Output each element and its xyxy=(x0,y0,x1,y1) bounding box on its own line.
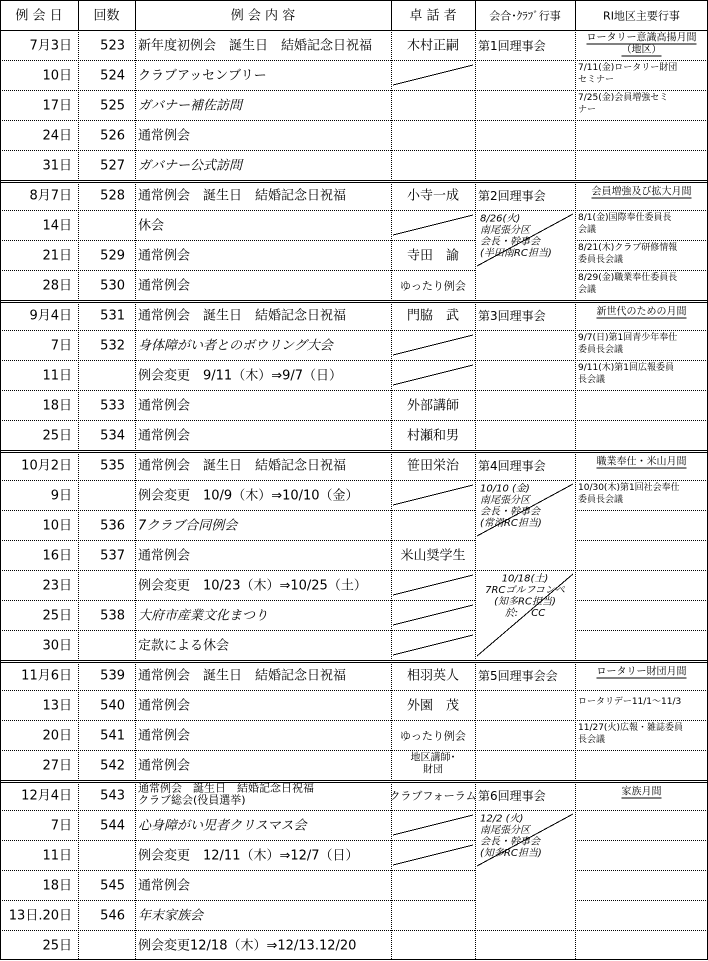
row-district-event: 委員長会議 xyxy=(578,495,624,505)
row-content: 通常例会 xyxy=(138,878,191,894)
row-district-event: 7/11(金)ロータリー財団 xyxy=(578,63,678,73)
row-speaker: クラブフォーラム xyxy=(389,789,477,803)
row-number: 535 xyxy=(100,458,125,474)
row-date: 9日 xyxy=(50,488,72,504)
row-number: 543 xyxy=(100,788,125,804)
row-content: 通常例会 xyxy=(138,398,191,414)
row-content: 通常例会 誕生日 結婚記念日祝福 xyxy=(138,458,347,474)
speaker-slash xyxy=(393,215,473,235)
row-district-event: 10/30(木)第1回社会奉仕 xyxy=(578,483,680,493)
club-note: 会長・幹事会 xyxy=(480,836,540,848)
row-date: 8月7日 xyxy=(29,188,72,204)
row-date: 13日 xyxy=(42,698,72,714)
row-date: 7日 xyxy=(50,338,72,354)
row-speaker: 相羽英人 xyxy=(406,668,460,684)
row-number: 545 xyxy=(100,878,125,894)
row-speaker: 小寺一成 xyxy=(406,188,460,204)
row-number: 530 xyxy=(100,278,125,294)
row-speaker: ゆったり例会 xyxy=(400,279,466,293)
row-content: 通常例会 誕生日 結婚記念日祝福 xyxy=(138,781,314,795)
row-content: 例会変更 12/11（木）⇒12/7（日） xyxy=(138,848,359,864)
row-content: 例会変更12/18（木）⇒12/13.12/20 xyxy=(138,938,357,954)
club-note: (常滑RC担当) xyxy=(480,518,542,529)
row-speaker: 米山奨学生 xyxy=(400,548,466,564)
club-note: 10/10 (金) xyxy=(480,483,530,495)
row-content: 休会 xyxy=(138,218,165,234)
club-note: (知多RC担当) xyxy=(480,848,542,859)
header-club-event: 会合･ｸﾗﾌﾞ行事 xyxy=(489,9,561,23)
row-speaker: 寺田 諭 xyxy=(406,248,460,264)
speaker-slash xyxy=(393,845,473,865)
row-content: ガバナー公式訪問 xyxy=(138,158,243,174)
speaker-slash xyxy=(393,575,473,595)
header-content: 例 会 内 容 xyxy=(230,8,296,24)
row-content: 心身障がい児者クリスマス会 xyxy=(138,818,307,834)
row-district-event: 8/1(金)国際奉仕委員長 xyxy=(578,213,672,223)
row-date: 23日 xyxy=(42,578,72,594)
speaker-slash xyxy=(393,815,473,835)
row-number: 534 xyxy=(100,428,125,444)
row-date: 14日 xyxy=(42,218,72,234)
row-date: 18日 xyxy=(42,878,72,894)
row-content: 通常例会 xyxy=(138,758,191,774)
row-speaker: 財団 xyxy=(423,764,443,776)
row-date: 7日 xyxy=(50,818,72,834)
row-date: 27日 xyxy=(42,758,72,774)
row-number: 546 xyxy=(100,908,125,924)
row-number: 533 xyxy=(100,398,125,414)
row-number: 523 xyxy=(100,38,125,54)
club-note: 於: CC xyxy=(504,608,546,619)
club-note: (知多RC担当) xyxy=(494,596,556,608)
row-date: 30日 xyxy=(42,638,72,654)
row-speaker: 笹田栄治 xyxy=(406,458,460,474)
club-note: 7RCゴルフコンペ xyxy=(485,585,565,596)
row-content: 通常例会 xyxy=(138,728,191,744)
row-content: 7クラブ合同例会 xyxy=(138,518,238,534)
row-speaker: 地区講師･ xyxy=(410,752,456,764)
club-note: 南尾張分区 xyxy=(480,225,530,236)
club-note: 12/2 (火) xyxy=(480,813,524,825)
row-content: 通常例会 xyxy=(138,248,191,264)
club-note: 10/18(土) xyxy=(501,573,549,585)
row-date: 10日 xyxy=(42,518,72,534)
row-date: 21日 xyxy=(42,248,72,264)
row-content: 身体障がい者とのボウリング大会 xyxy=(138,338,333,354)
row-district-event: 9/11(木)第1回広報委員 xyxy=(578,363,674,373)
row-date: 11月6日 xyxy=(21,668,72,684)
club-note: 南尾張分区 xyxy=(480,825,530,836)
club-note: 南尾張分区 xyxy=(480,495,530,506)
row-number: 527 xyxy=(100,158,125,174)
row-content: 例会変更 10/23（木）⇒10/25（土） xyxy=(138,578,367,594)
row-date: 16日 xyxy=(42,548,72,564)
row-date: 25日 xyxy=(42,428,72,444)
speaker-slash xyxy=(393,635,473,655)
row-content: 通常例会 xyxy=(138,698,191,714)
row-number: 524 xyxy=(100,68,125,84)
row-club-event: 第1回理事会 xyxy=(478,39,546,53)
club-note: 会長・幹事会 xyxy=(480,236,540,248)
speaker-slash xyxy=(393,335,473,355)
row-content: 年末家族会 xyxy=(138,908,204,924)
row-content: 通常例会 誕生日 結婚記念日祝福 xyxy=(138,188,347,204)
club-note: (半田南RC担当) xyxy=(480,248,552,259)
speaker-slash xyxy=(393,365,473,385)
row-number: 529 xyxy=(100,248,125,264)
row-number: 541 xyxy=(100,728,125,744)
row-speaker: 外園 茂 xyxy=(406,698,460,714)
header-district-event: RI地区主要行事 xyxy=(603,9,680,23)
row-district-event: 長会議 xyxy=(578,375,606,385)
row-content: 通常例会 xyxy=(138,278,191,294)
speaker-slash xyxy=(393,485,473,505)
row-district-event: 長会議 xyxy=(578,735,606,745)
row-district-event: 8/29(金)職業奉仕委員長 xyxy=(578,273,678,283)
row-district-event: ロータリー財団月間 xyxy=(596,666,687,678)
row-content: 通常例会 xyxy=(138,128,191,144)
row-number: 531 xyxy=(100,308,125,324)
row-speaker: 門脇 武 xyxy=(406,308,460,324)
row-content: 通常例会 xyxy=(138,428,191,444)
row-date: 11日 xyxy=(42,368,72,384)
row-district-event: ナー xyxy=(578,105,597,115)
row-number: 536 xyxy=(100,518,125,534)
header-speaker: 卓 話 者 xyxy=(409,8,457,24)
row-district-event: 11/27(火)広報・雑誌委員 xyxy=(578,723,683,733)
row-district-event: （地区） xyxy=(621,44,662,56)
row-number: 526 xyxy=(100,128,125,144)
row-district-event: 会員増強及び拡大月間 xyxy=(591,186,692,198)
row-date: 17日 xyxy=(42,98,72,114)
row-content: 大府市産業文化まつり xyxy=(138,608,269,624)
club-note: 会長・幹事会 xyxy=(480,506,540,518)
row-date: 11日 xyxy=(42,848,72,864)
header-date: 例 会 日 xyxy=(15,8,63,24)
row-number: 528 xyxy=(100,188,125,204)
row-date: 7月3日 xyxy=(29,38,72,54)
row-date: 10月2日 xyxy=(21,458,72,474)
row-number: 525 xyxy=(100,98,125,114)
row-district-event: ロータリー意識高揚月間 xyxy=(586,32,697,44)
row-content: 通常例会 誕生日 結婚記念日祝福 xyxy=(138,308,347,324)
speaker-slash xyxy=(393,65,473,85)
row-number: 539 xyxy=(100,668,125,684)
row-district-event: 会議 xyxy=(578,285,597,295)
row-district-event: 9/7(日)第1回青少年奉仕 xyxy=(578,333,678,343)
row-speaker: ゆったり例会 xyxy=(400,729,466,743)
row-date: 12月4日 xyxy=(21,788,72,804)
row-number: 538 xyxy=(100,608,125,624)
row-speaker: 木村正嗣 xyxy=(406,38,460,54)
row-club-event: 第4回理事会 xyxy=(478,459,546,473)
row-date: 25日 xyxy=(42,608,72,624)
row-date: 31日 xyxy=(42,158,72,174)
row-district-event: 委員長会議 xyxy=(578,255,624,265)
row-content: 定款による休会 xyxy=(138,638,230,654)
header-number: 回数 xyxy=(93,8,120,24)
row-number: 532 xyxy=(100,338,125,354)
row-district-event: 新世代のための月間 xyxy=(596,306,687,318)
row-district-event: セミナー xyxy=(578,75,615,85)
row-district-event: 家族月間 xyxy=(621,786,662,798)
row-district-event: 8/21(木)クラブ研修情報 xyxy=(578,243,678,253)
row-content: 通常例会 xyxy=(138,548,191,564)
row-speaker: 村瀬和男 xyxy=(406,428,460,444)
speaker-slash xyxy=(393,605,473,625)
row-district-event: 委員長会議 xyxy=(578,345,624,355)
row-district-event: 職業奉仕・米山月間 xyxy=(596,456,687,468)
row-content: 例会変更 10/9（木）⇒10/10（金） xyxy=(138,488,359,504)
row-club-event: 第6回理事会 xyxy=(478,789,546,803)
row-content: 新年度初例会 誕生日 結婚記念日祝福 xyxy=(138,38,373,54)
row-club-event: 第3回理事会 xyxy=(478,309,546,323)
row-content: 例会変更 9/11（木）⇒9/7（日） xyxy=(138,368,343,384)
row-content: 通常例会 誕生日 結婚記念日祝福 xyxy=(138,668,347,684)
row-district-event: 7/25(金)会員増強セミ xyxy=(578,93,669,103)
row-date: 25日 xyxy=(42,938,72,954)
row-date: 24日 xyxy=(42,128,72,144)
row-number: 542 xyxy=(100,758,125,774)
row-date: 10日 xyxy=(42,68,72,84)
row-number: 544 xyxy=(100,818,125,834)
row-date: 13日.20日 xyxy=(8,908,72,924)
row-number: 537 xyxy=(100,548,125,564)
row-number: 540 xyxy=(100,698,125,714)
row-club-event: 第2回理事会 xyxy=(478,189,546,203)
row-date: 20日 xyxy=(42,728,72,744)
row-date: 28日 xyxy=(42,278,72,294)
row-content: クラブアッセンブリー xyxy=(138,68,267,84)
row-date: 18日 xyxy=(42,398,72,414)
row-district-event: ロータリデー11/1～11/3 xyxy=(578,697,682,707)
row-content: クラブ総会(役員選挙) xyxy=(138,793,246,807)
row-district-event: 会議 xyxy=(578,225,597,235)
row-content: ガバナー補佐訪問 xyxy=(138,98,243,114)
row-date: 9月4日 xyxy=(29,308,72,324)
row-club-event: 第5回理事会会 xyxy=(478,669,558,683)
club-note: 8/26(火) xyxy=(480,213,521,225)
row-speaker: 外部講師 xyxy=(406,398,460,414)
